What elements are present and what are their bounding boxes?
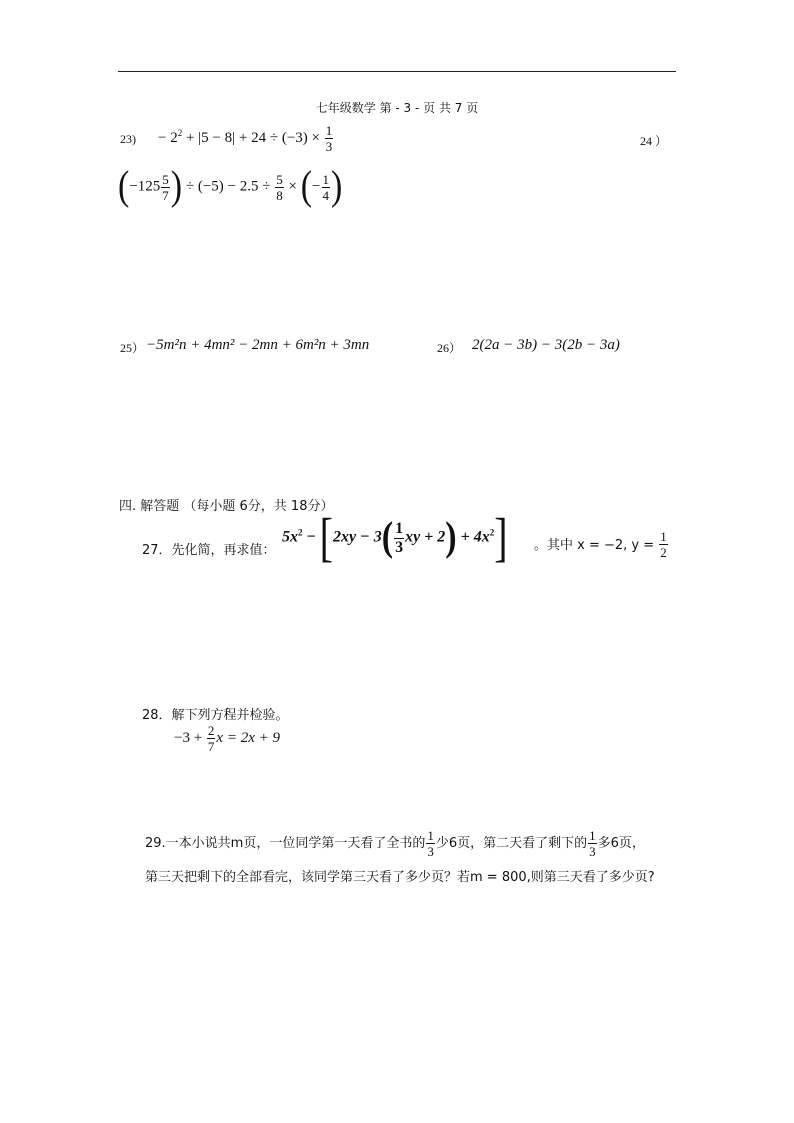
p24-paren2-open: (: [300, 164, 313, 209]
problem-23-expression: [158, 124, 334, 153]
problem-25-expression: −5m²n + 4mn² − 2mn + 6m²n + 3mn: [146, 337, 370, 353]
p23-sup: 2: [177, 127, 183, 138]
p24-paren2-close: ): [331, 164, 343, 209]
p27-paren-close: ): [445, 515, 457, 560]
p24-frac-b-num: 5: [276, 171, 283, 187]
p24-paren-close: ): [170, 164, 183, 209]
p29-l1c: 多6页，: [597, 836, 645, 851]
problem-25-label: 25）: [120, 341, 145, 355]
p27-bracket-open: [: [319, 506, 333, 568]
p23-frac-den: 3: [325, 139, 333, 154]
p27-t1: 5x: [282, 528, 298, 546]
problem-26-expression: 2(2a − 3b) − 3(2b − 3a): [472, 337, 620, 353]
p28-b: x = 2x + 9: [216, 729, 280, 746]
problem-24-label: 24 ）: [640, 134, 668, 148]
page-header: 七年级数学 第 - 3 - 页 共 7 页: [315, 101, 479, 115]
p23-frac-num: 1: [325, 123, 333, 138]
p24-frac-c-num: 1: [322, 171, 330, 187]
p27-y-frac-den: 2: [660, 545, 667, 560]
p28-frac-num: 2: [207, 723, 215, 738]
p24-frac-a: [161, 173, 170, 202]
p29-frac1-den: 3: [427, 844, 434, 859]
p28-a: −3 +: [174, 729, 206, 746]
p28-fraction: [207, 724, 216, 753]
problem-24-expression: [118, 164, 343, 209]
problem-27-label: 27．先化简，再求值：: [142, 543, 276, 558]
problem-28-equation: [174, 724, 280, 753]
p23-term2: + |5 − 8| + 24 ÷ (−3) ×: [182, 129, 324, 146]
p24-frac-a-num: 5: [162, 171, 169, 187]
p24-term-a: −125: [129, 178, 161, 195]
p29-l1b: 少6页，第二天看了剩下的: [435, 836, 588, 851]
p27-t4: xy + 2: [405, 528, 446, 546]
problem-27-expression: [282, 506, 508, 568]
p29-frac2-den: 3: [589, 844, 596, 859]
p27-frac-den: 3: [395, 538, 404, 556]
p27-t3: 2xy − 3: [332, 528, 382, 546]
p24-term-c: ×: [284, 178, 301, 195]
p27-bracket-close: ]: [494, 506, 508, 568]
p24-frac-b-den: 8: [276, 187, 283, 203]
p27-fraction: [394, 521, 404, 556]
problem-29-line-2: 第三天把剩下的全部看完，该同学第三天看了多少页？若m = 800,则第三天看了多少页?: [145, 870, 655, 885]
problem-28-label: 28．解下列方程并检验。: [142, 708, 289, 723]
p27-t2: −: [302, 528, 320, 546]
p29-frac1-num: 1: [427, 828, 434, 843]
p29-fraction-1: [426, 829, 435, 858]
p29-fraction-2: [588, 829, 597, 858]
problem-27-condition: [534, 530, 669, 559]
p27-t5-sup: 2: [489, 527, 495, 538]
p27-frac-num: 1: [395, 519, 404, 537]
p27-y-fraction: [659, 530, 668, 559]
p23-fraction: [325, 124, 334, 153]
p24-frac-c-den: 4: [322, 187, 330, 203]
p24-frac-a-den: 7: [162, 187, 169, 203]
p23-term1: − 2: [158, 129, 178, 146]
problem-29-line-1: [145, 829, 645, 858]
p27-t5: + 4x: [456, 528, 490, 546]
p27-paren-open: (: [381, 515, 394, 560]
p24-paren-open: (: [118, 164, 130, 209]
problem-23-label: 23): [120, 132, 136, 146]
p28-frac-den: 7: [207, 739, 215, 754]
p29-l1a: 29.一本小说共m页，一位同学第一天看了全书的: [145, 836, 426, 851]
problem-26-label: 26）: [437, 341, 462, 355]
section-4-title: 四. 解答题 （每小题 6分，共 18分）: [119, 499, 334, 514]
p27-y-frac-num: 1: [660, 529, 667, 544]
p27-cond: 。其中 x = −2, y =: [534, 538, 659, 553]
p24-term-b: ÷ (−5) − 2.5 ÷: [182, 178, 275, 195]
p29-frac2-num: 1: [589, 828, 596, 843]
header-rule: [118, 71, 676, 72]
p24-neg: −: [312, 178, 321, 195]
p24-frac-c: [322, 173, 331, 202]
p27-t1-sup: 2: [298, 527, 303, 538]
p24-frac-b: [275, 173, 284, 202]
